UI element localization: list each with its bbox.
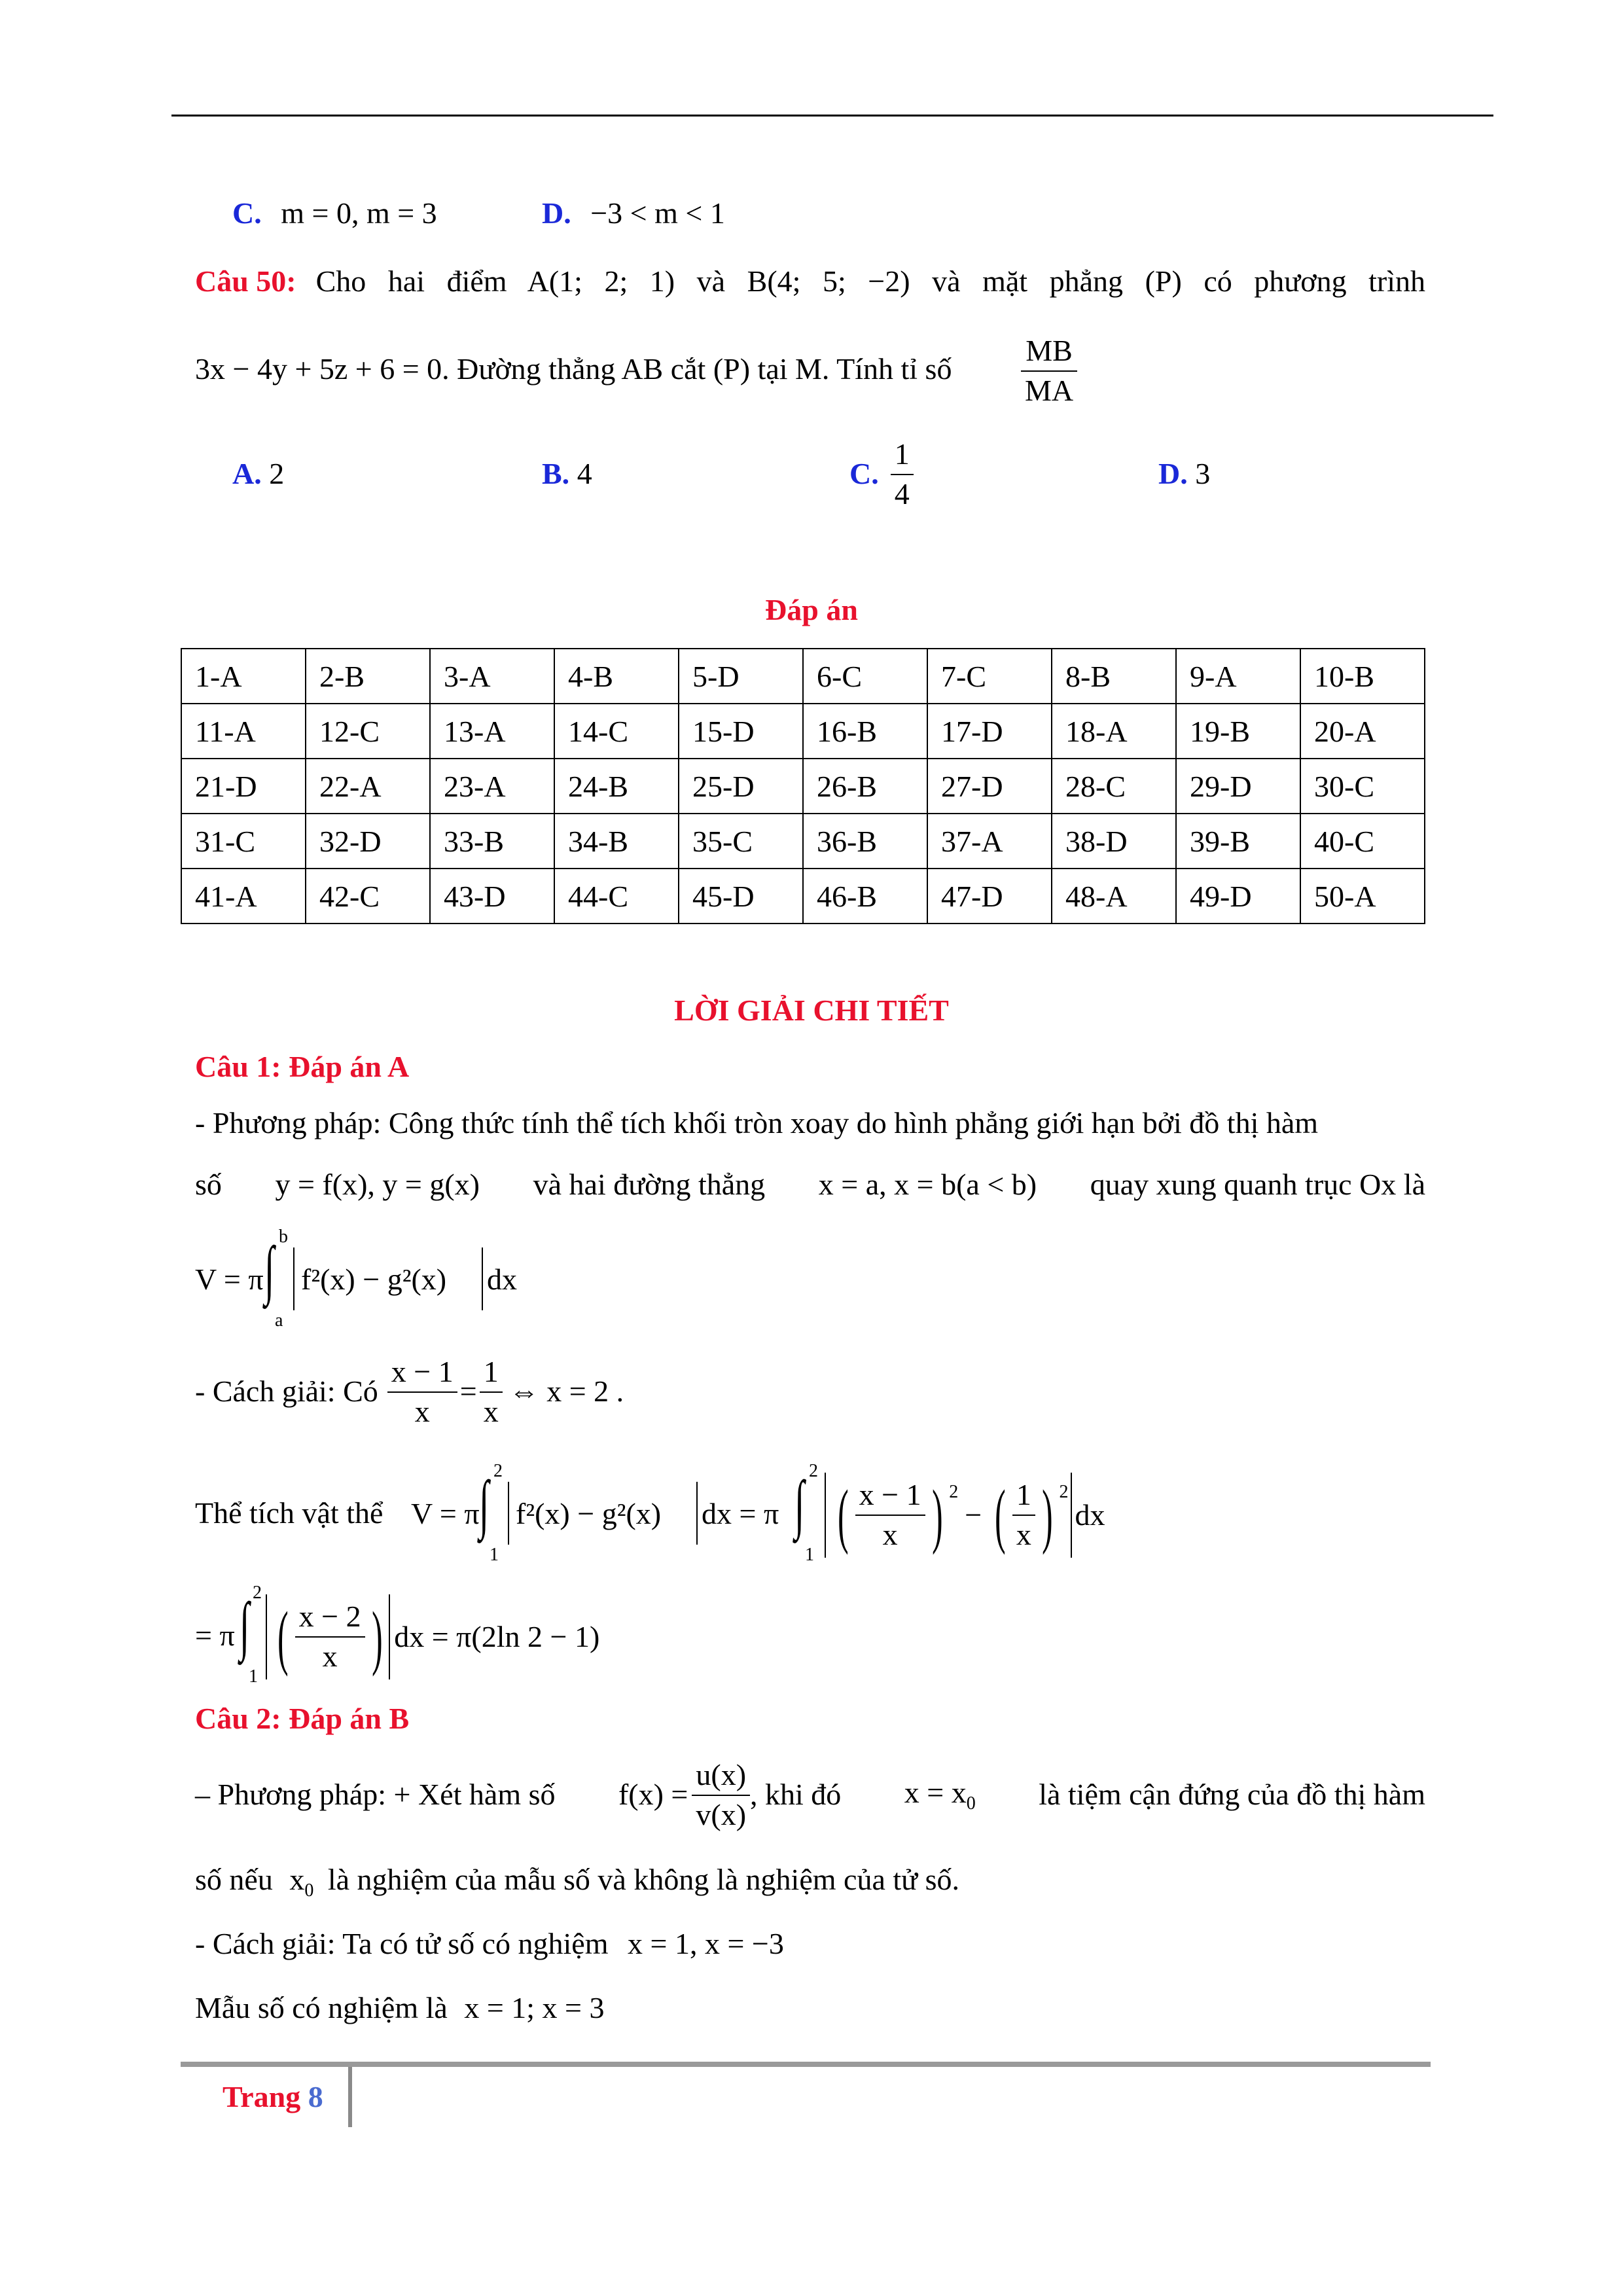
answer-cell: 8-B bbox=[1052, 649, 1176, 704]
c1-p2-d: x = a, x = b(a < b) bbox=[818, 1168, 1037, 1201]
c2-paragraph1 bbox=[195, 1758, 1425, 1833]
answer-table bbox=[181, 648, 1425, 924]
c1-res-a: = π bbox=[195, 1619, 235, 1652]
c1-result: = π ∫ 2 1 ( $\frac{x - 2}{x}$ ) dx = π(2ln 2 − 1) bbox=[195, 1583, 600, 1687]
c1-formula-dx: dx bbox=[487, 1263, 517, 1296]
answer-cell: 11-A bbox=[181, 704, 306, 759]
c1-paragraph1: - Phương pháp: Công thức tính thể tích khối tròn xoay do hình phẳng giới hạn bởi đồ thị hàm bbox=[195, 1106, 1319, 1139]
c1-formula-lb: a bbox=[275, 1310, 283, 1331]
c1-vol-prefix: Thể tích vật thể bbox=[195, 1496, 383, 1530]
q49-option-c bbox=[232, 196, 437, 231]
answer-cell: 32-D bbox=[306, 814, 430, 869]
q49-option-d-text: −3 < m < 1 bbox=[590, 196, 725, 230]
answer-cell: 4-B bbox=[554, 649, 679, 704]
answer-key-title: Đáp án bbox=[765, 593, 858, 626]
answer-cell: 25-D bbox=[679, 759, 803, 814]
c1-p2-e: quay xung quanh trục Ox là bbox=[1090, 1168, 1425, 1201]
answer-cell: 1-A bbox=[181, 649, 306, 704]
answer-cell: 28-C bbox=[1052, 759, 1176, 814]
abs-bar-right bbox=[696, 1482, 698, 1545]
q50-frac-num: MB bbox=[1026, 334, 1073, 367]
answer-row bbox=[181, 814, 1425, 869]
integral-sign: ∫ bbox=[264, 1233, 275, 1306]
c2-paragraph2 bbox=[195, 1863, 959, 1901]
c2-p1-num: u(x) bbox=[696, 1758, 747, 1791]
abs-bar-right bbox=[482, 1247, 483, 1310]
q50-option-c-num: 1 bbox=[894, 437, 910, 471]
abs-bar-left bbox=[508, 1482, 509, 1545]
c1-vol-lb2: 1 bbox=[805, 1545, 814, 1565]
answer-cell: 42-C bbox=[306, 869, 430, 924]
answer-cell: 33-B bbox=[430, 814, 554, 869]
c1-vol-a: V = π bbox=[411, 1497, 480, 1530]
answer-cell: 13-A bbox=[430, 704, 554, 759]
answer-cell: 48-A bbox=[1052, 869, 1176, 924]
c2-p1-f: f(x) = bbox=[618, 1778, 688, 1812]
solutions-title: LỜI GIẢI CHI TIẾT bbox=[674, 994, 949, 1027]
c1-p2-c: và hai đường thẳng bbox=[533, 1168, 766, 1201]
q50-option-a bbox=[232, 457, 284, 492]
c1-vol-dx: dx bbox=[1075, 1498, 1105, 1532]
answer-row bbox=[181, 649, 1425, 704]
q50-option-b-label: B. bbox=[542, 457, 570, 490]
c2-heading: Câu 2: Đáp án B bbox=[195, 1702, 410, 1735]
q49-option-c-label: C. bbox=[232, 196, 262, 230]
c1-vol-ub2: 2 bbox=[809, 1461, 818, 1481]
answer-cell: 23-A bbox=[430, 759, 554, 814]
answer-cell: 22-A bbox=[306, 759, 430, 814]
answer-row bbox=[181, 704, 1425, 759]
footer-label: Trang bbox=[223, 2080, 301, 2113]
c2-p2-a: số nếu bbox=[195, 1863, 273, 1896]
answer-cell: 9-A bbox=[1176, 649, 1300, 704]
answer-cell: 35-C bbox=[679, 814, 803, 869]
answer-cell: 47-D bbox=[927, 869, 1052, 924]
q50-line1 bbox=[195, 264, 1425, 299]
answer-cell: 10-B bbox=[1300, 649, 1425, 704]
answer-cell: 26-B bbox=[803, 759, 927, 814]
c2-p4-a: Mẫu số có nghiệm là bbox=[195, 1991, 448, 2024]
q50-option-c-label: C. bbox=[849, 457, 879, 491]
c1-formula bbox=[195, 1227, 653, 1331]
answer-cell: 39-B bbox=[1176, 814, 1300, 869]
answer-cell: 29-D bbox=[1176, 759, 1300, 814]
c1-vol-f-den: x bbox=[882, 1518, 898, 1551]
c1-formula-ub: b bbox=[279, 1227, 288, 1247]
c1-p2-b: y = f(x), y = g(x) bbox=[275, 1168, 480, 1201]
answer-cell: 38-D bbox=[1052, 814, 1176, 869]
answer-cell: 16-B bbox=[803, 704, 927, 759]
answer-row bbox=[181, 869, 1425, 924]
c1-paragraph2 bbox=[195, 1168, 1425, 1202]
c1-vol-ub: 2 bbox=[493, 1461, 503, 1481]
q49-option-c-text: m = 0, m = 3 bbox=[281, 196, 437, 230]
answer-cell: 21-D bbox=[181, 759, 306, 814]
c1-solution-line: - Cách giải: Có $\frac{x - 1}{x}$ = $\frac{1}{x}$ ⇔ x = 2 . bbox=[195, 1355, 624, 1428]
q50-fraction bbox=[1021, 334, 1077, 408]
answer-cell: 27-D bbox=[927, 759, 1052, 814]
c2-p2-b: x bbox=[289, 1863, 305, 1896]
abs-bar-right bbox=[389, 1594, 390, 1679]
c1-cg-f1-num: x − 1 bbox=[391, 1355, 454, 1388]
answer-cell: 31-C bbox=[181, 814, 306, 869]
c1-vol-lb: 1 bbox=[490, 1545, 499, 1565]
c1-vol-g-num: 1 bbox=[1016, 1478, 1031, 1512]
answer-cell: 40-C bbox=[1300, 814, 1425, 869]
answer-row bbox=[181, 759, 1425, 814]
c1-res-lb: 1 bbox=[249, 1666, 258, 1687]
c2-p2-sub: 0 bbox=[304, 1880, 314, 1901]
answer-cell: 6-C bbox=[803, 649, 927, 704]
answer-cell: 34-B bbox=[554, 814, 679, 869]
q50-line2 bbox=[195, 352, 952, 387]
footer-divider bbox=[348, 2067, 352, 2127]
c2-p3-b: x = 1, x = −3 bbox=[628, 1927, 784, 1960]
answer-cell: 37-A bbox=[927, 814, 1052, 869]
c2-p1-c: x = x bbox=[904, 1776, 967, 1810]
abs-bar-left bbox=[293, 1247, 294, 1310]
c1-vol-g-den: x bbox=[1016, 1518, 1031, 1551]
answer-cell: 7-C bbox=[927, 649, 1052, 704]
q50-option-a-label: A. bbox=[232, 457, 262, 490]
answer-cell: 3-A bbox=[430, 649, 554, 704]
c1-res-den: x bbox=[322, 1640, 338, 1673]
answer-cell: 20-A bbox=[1300, 704, 1425, 759]
answer-cell: 15-D bbox=[679, 704, 803, 759]
q50-option-d-text: 3 bbox=[1195, 457, 1211, 490]
c1-heading: Câu 1: Đáp án A bbox=[195, 1050, 410, 1083]
c1-cg-f1-den: x bbox=[414, 1394, 430, 1428]
q50-option-b-text: 4 bbox=[577, 457, 592, 490]
q50-option-d bbox=[1158, 457, 1210, 492]
c1-formula-body: f²(x) − g²(x) bbox=[301, 1263, 447, 1296]
c1-cg-f2-den: x bbox=[483, 1394, 499, 1428]
c2-p1-b: , khi đó bbox=[750, 1778, 842, 1812]
c2-p3-a: - Cách giải: Ta có tử số có nghiệm bbox=[195, 1927, 609, 1960]
c1-formula-left: V = π bbox=[195, 1263, 264, 1296]
abs-bar-right bbox=[1071, 1473, 1072, 1558]
integral-sign: ∫ bbox=[479, 1467, 490, 1540]
c2-paragraph4 bbox=[195, 1991, 604, 2026]
c1-vol-sq1: 2 bbox=[949, 1481, 959, 1502]
integral-sign: ∫ bbox=[240, 1589, 250, 1662]
answer-cell: 12-C bbox=[306, 704, 430, 759]
c1-cg-suffix: ⇔ x = 2 . bbox=[508, 1374, 624, 1408]
q50-line1-text: Cho hai điểm A(1; 2; 1) và B(4; 5; −2) và mặt phẳng (P) có phương trình bbox=[315, 264, 1425, 298]
q49-option-d bbox=[542, 196, 725, 231]
c2-p4-b: x = 1; x = 3 bbox=[464, 1991, 605, 2024]
c1-cg-f2-num: 1 bbox=[483, 1355, 499, 1388]
q50-option-b bbox=[542, 457, 592, 492]
q50-option-a-text: 2 bbox=[269, 457, 285, 490]
q50-line2-text: 3x − 4y + 5z + 6 = 0. Đường thẳng AB cắt (P) tại M. Tính tỉ số bbox=[195, 352, 952, 386]
c1-res-ub: 2 bbox=[253, 1583, 262, 1603]
answer-cell: 30-C bbox=[1300, 759, 1425, 814]
c2-p1-d: là tiệm cận đứng của đồ thị hàm bbox=[1039, 1778, 1425, 1812]
c2-p1-sub: 0 bbox=[966, 1793, 976, 1814]
c2-p1-a: – Phương pháp: + Xét hàm số bbox=[195, 1778, 556, 1812]
answer-cell: 43-D bbox=[430, 869, 554, 924]
q50-option-c-den: 4 bbox=[894, 476, 910, 511]
answer-cell: 5-D bbox=[679, 649, 803, 704]
c1-res-b: dx = π(2ln 2 − 1) bbox=[394, 1619, 600, 1653]
c1-vol-f-num: x − 1 bbox=[859, 1478, 921, 1512]
answer-cell: 46-B bbox=[803, 869, 927, 924]
answer-cell: 45-D bbox=[679, 869, 803, 924]
answer-cell: 24-B bbox=[554, 759, 679, 814]
c1-cg-prefix: - Cách giải: Có bbox=[195, 1374, 378, 1408]
c2-p1-den: v(x) bbox=[696, 1797, 747, 1831]
q50-label: Câu 50: bbox=[195, 264, 296, 298]
answer-cell: 18-A bbox=[1052, 704, 1176, 759]
q49-option-d-label: D. bbox=[542, 196, 571, 230]
q50-option-c bbox=[849, 437, 914, 512]
c1-volume: Thể tích vật thể V = π ∫ 2 1 f²(x) − g²(x) dx = π ∫ 2 ( $\frac{x - 1}{x}$ ) $^2$ − ( $\frac{1}{x}$ ) $^2$ dx 1 bbox=[195, 1461, 1105, 1565]
footer-page-label bbox=[223, 2080, 323, 2115]
answer-cell: 17-D bbox=[927, 704, 1052, 759]
c2-paragraph3 bbox=[195, 1927, 784, 1962]
abs-bar-left bbox=[266, 1594, 267, 1679]
c1-vol-minus: − bbox=[965, 1498, 982, 1532]
answer-cell: 19-B bbox=[1176, 704, 1300, 759]
answer-cell: 2-B bbox=[306, 649, 430, 704]
footer-rule bbox=[181, 2062, 1431, 2067]
answer-cell: 44-C bbox=[554, 869, 679, 924]
integral-sign: ∫ bbox=[794, 1467, 805, 1540]
c2-p2-c: là nghiệm của mẫu số và không là nghiệm của tử số. bbox=[327, 1863, 959, 1896]
answer-cell: 14-C bbox=[554, 704, 679, 759]
answer-cell: 50-A bbox=[1300, 869, 1425, 924]
answer-cell: 49-D bbox=[1176, 869, 1300, 924]
c1-vol-sq2: 2 bbox=[1059, 1481, 1069, 1502]
c1-vol-mid: dx = π bbox=[702, 1497, 779, 1530]
q50-frac-den: MA bbox=[1025, 373, 1074, 407]
c1-vol-body: f²(x) − g²(x) bbox=[516, 1497, 662, 1530]
q50-option-d-label: D. bbox=[1158, 457, 1188, 490]
abs-bar-left bbox=[825, 1473, 826, 1558]
answer-cell: 41-A bbox=[181, 869, 306, 924]
c1-p2-a: số bbox=[195, 1168, 222, 1201]
footer-page-number: 8 bbox=[308, 2080, 323, 2113]
answer-cell: 36-B bbox=[803, 814, 927, 869]
c1-res-num: x − 2 bbox=[298, 1600, 361, 1634]
header-rule bbox=[171, 115, 1493, 117]
